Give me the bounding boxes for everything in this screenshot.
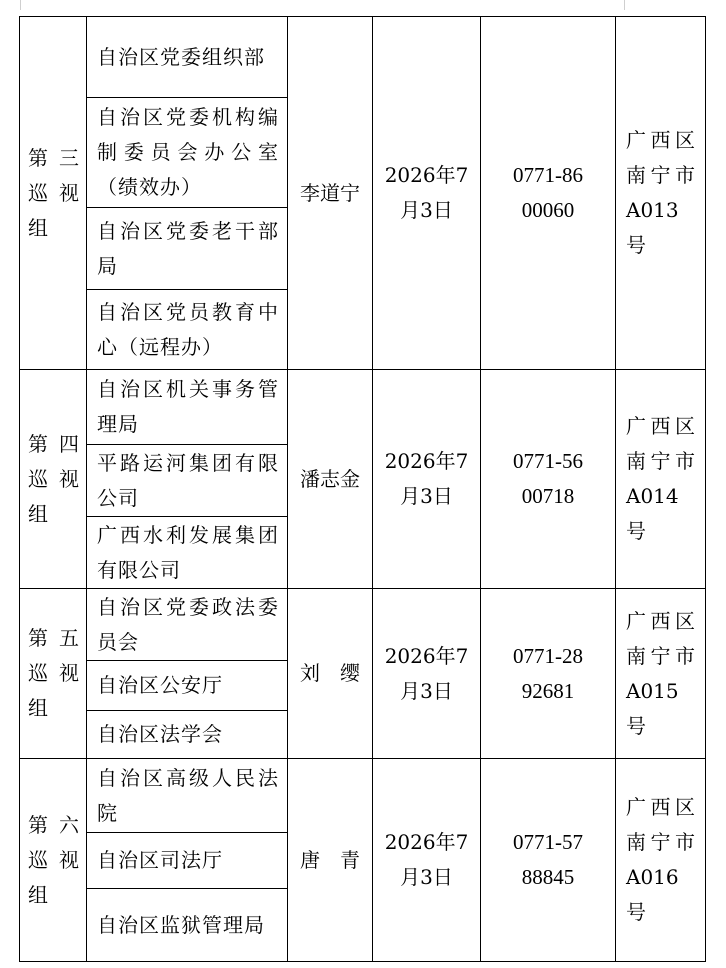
phone-cell: 0771-5788845	[481, 759, 616, 962]
department-cell: 自治区党委老干部局	[87, 208, 288, 290]
table-row	[20, 589, 706, 661]
top-grid-mark	[20, 0, 21, 10]
date-cell: 2026年7月3日	[373, 17, 481, 370]
department-cell: 广西水利发展集团有限公司	[87, 517, 288, 589]
group-name: 第五巡视组	[20, 589, 87, 759]
inspection-schedule	[19, 16, 706, 962]
department-cell: 自治区党委组织部	[87, 17, 288, 98]
department-cell: 自治区公安厅	[87, 661, 288, 711]
group-name: 第三巡视组	[20, 17, 87, 370]
department-cell: 自治区党委政法委员会	[87, 589, 288, 661]
address-cell: 广西区南宁市A014号	[616, 370, 706, 589]
top-grid-mark	[624, 0, 625, 10]
table-row	[20, 759, 706, 833]
address-cell: 广西区南宁市A016号	[616, 759, 706, 962]
address-cell: 广西区南宁市A015号	[616, 589, 706, 759]
phone-cell: 0771-5600718	[481, 370, 616, 589]
date-cell: 2026年7月3日	[373, 759, 481, 962]
group-name: 第四巡视组	[20, 370, 87, 589]
department-cell: 自治区机关事务管理局	[87, 370, 288, 445]
department-cell: 自治区监狱管理局	[87, 889, 288, 962]
address-cell: 广西区南宁市A013号	[616, 17, 706, 370]
department-cell: 自治区党委机构编制委员会办公室（绩效办）	[87, 98, 288, 208]
phone-cell: 0771-2892681	[481, 589, 616, 759]
date-cell: 2026年7月3日	[373, 370, 481, 589]
leader-cell: 唐 青	[288, 759, 373, 962]
phone-cell: 0771-8600060	[481, 17, 616, 370]
department-cell: 自治区高级人民法院	[87, 759, 288, 833]
department-cell: 自治区司法厅	[87, 833, 288, 889]
inspection-table	[19, 16, 706, 962]
department-cell: 平路运河集团有限公司	[87, 445, 288, 517]
leader-cell: 李道宁	[288, 17, 373, 370]
leader-cell: 潘志金	[288, 370, 373, 589]
table-row	[20, 370, 706, 445]
table-row	[20, 17, 706, 98]
group-name: 第六巡视组	[20, 759, 87, 962]
date-cell: 2026年7月3日	[373, 589, 481, 759]
leader-cell: 刘 缨	[288, 589, 373, 759]
department-cell: 自治区党员教育中心（远程办）	[87, 290, 288, 370]
department-cell: 自治区法学会	[87, 711, 288, 759]
